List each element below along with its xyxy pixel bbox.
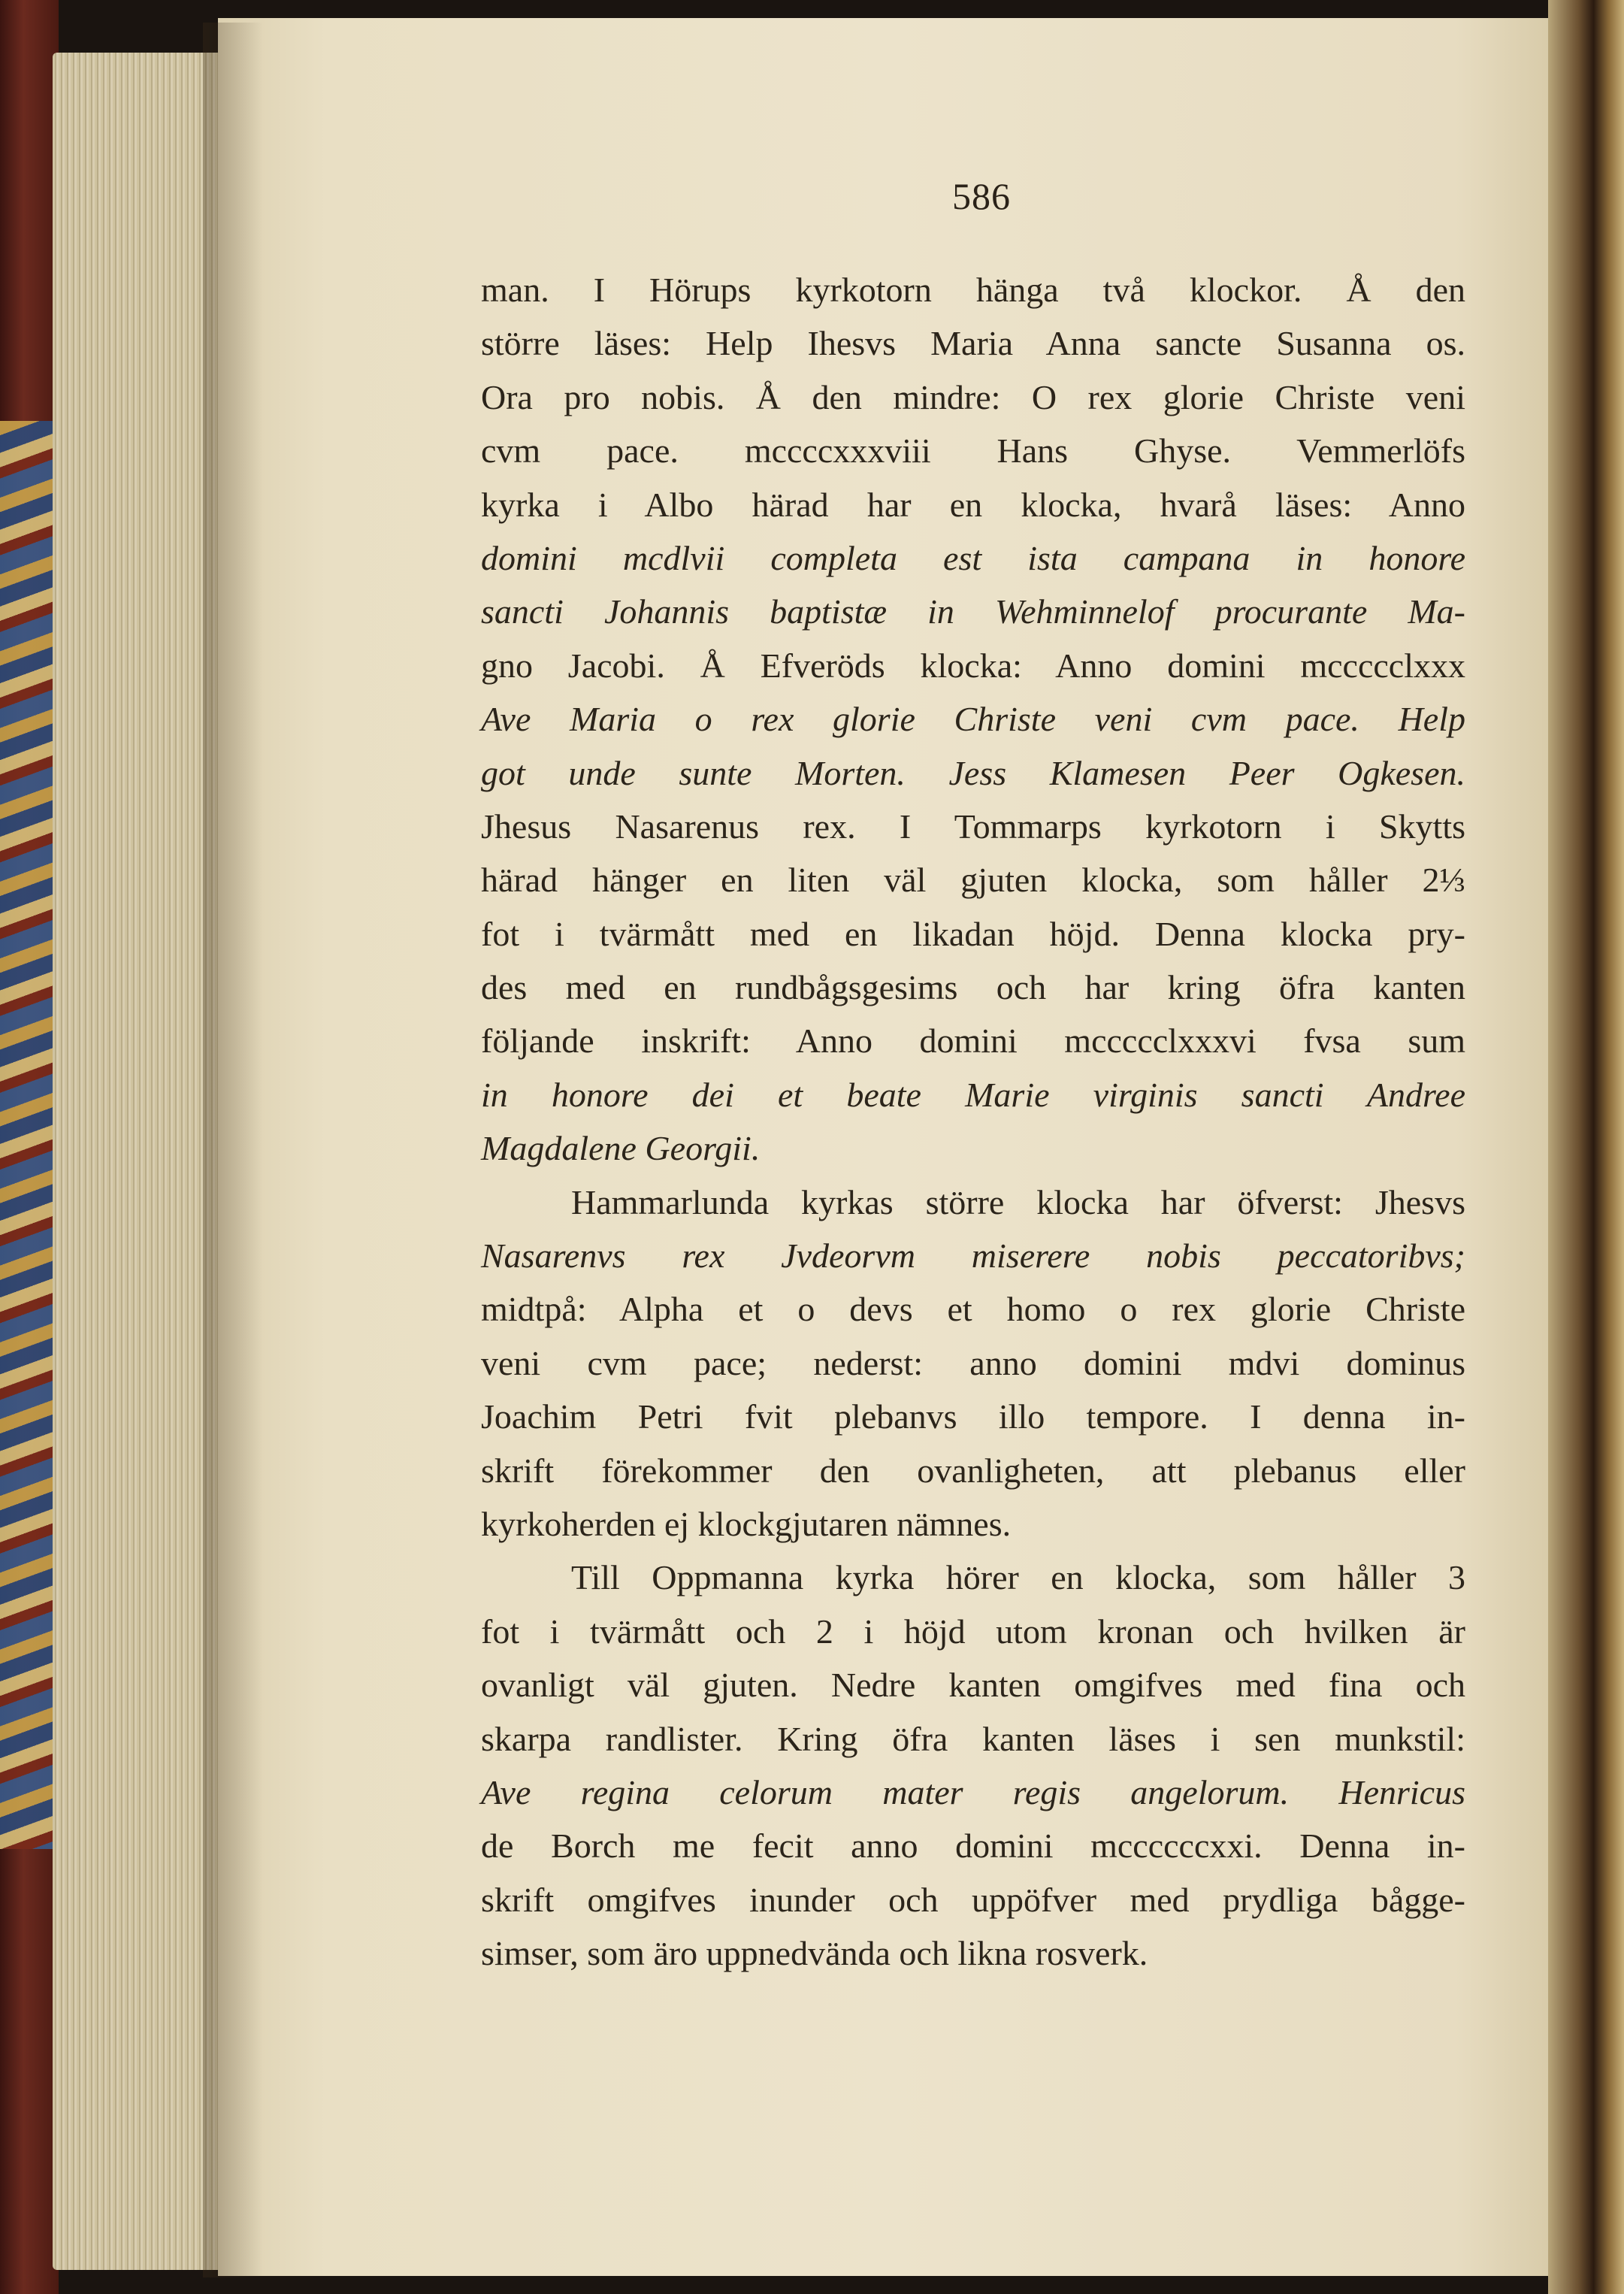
text-line: större läses: Help Ihesvs Maria Anna sancte Susanna os.	[481, 324, 1465, 363]
text-line: fot i tvärmått och 2 i höjd utom kronan och hvilken är	[481, 1612, 1465, 1651]
marbled-endpaper	[0, 421, 53, 1849]
page-edges	[53, 53, 225, 2270]
text-line: fot i tvärmått med en likadan höjd. Denna klocka pry-	[481, 914, 1465, 953]
text-line: gno Jacobi. Å Efveröds klocka: Anno domini mccccclxxx	[481, 646, 1465, 685]
body-text	[481, 263, 1465, 1981]
text-line: härad hänger en liten väl gjuten klocka, som håller 2⅓	[481, 861, 1465, 900]
text-line: sancti Johannis baptistæ in Wehminnelof procurante Ma-	[481, 592, 1465, 631]
text-line: Ora pro nobis. Å den mindre: O rex glorie Christe veni	[481, 377, 1465, 416]
text-line: in honore dei et beate Marie virginis sancti Andree	[481, 1075, 1465, 1114]
text-line: Nasarenvs rex Jvdeorvm miserere nobis peccatoribvs;	[481, 1236, 1465, 1276]
text-line: Joachim Petri fvit plebanvs illo tempore. I denna in-	[481, 1397, 1465, 1436]
page-shadow	[203, 23, 263, 2277]
text-line: följande inskrift: Anno domini mccccclxxxvi fvsa sum	[481, 1021, 1465, 1061]
text-line: domini mcdlvii completa est ista campana in honore	[481, 538, 1465, 577]
text-line: got unde sunte Morten. Jess Klamesen Peer Ogkesen.	[481, 753, 1465, 792]
text-line: skrift omgifves inunder och uppöfver med prydliga bågge-	[481, 1880, 1465, 1919]
text-line: man. I Hörups kyrkotorn hänga två klockor. Å den	[481, 271, 1465, 309]
text-line: skrift förekommer den ovanligheten, att plebanus eller	[481, 1451, 1465, 1490]
text-line: Till Oppmanna kyrka hörer en klocka, som håller 3	[571, 1558, 1465, 1597]
text-line: Ave regina celorum mater regis angelorum. Henricus	[481, 1772, 1465, 1811]
text-line: Hammarlunda kyrkas större klocka har öfverst: Jhesvs	[571, 1182, 1465, 1221]
book-gutter	[1548, 0, 1624, 2294]
text-line: veni cvm pace; nederst: anno domini mdvi dominus	[481, 1343, 1465, 1382]
text-line: Jhesus Nasarenus rex. I Tommarps kyrkotorn i Skytts	[481, 807, 1465, 846]
text-line: ovanligt väl gjuten. Nedre kanten omgifves med fina och	[481, 1666, 1465, 1705]
text-line: Magdalene Georgii.	[481, 1129, 761, 1168]
text-line: kyrkoherden ej klockgjutaren nämnes.	[481, 1504, 1012, 1543]
text-line: midtpå: Alpha et o devs et homo o rex glorie Christe	[481, 1290, 1465, 1329]
text-line: cvm pace. mccccxxxviii Hans Ghyse. Vemmerlöfs	[481, 431, 1465, 471]
text-line: des med en rundbågsgesims och har kring öfra kanten	[481, 968, 1465, 1007]
text-line: de Borch me fecit anno domini mccccccxxi. Denna in-	[481, 1826, 1465, 1866]
text-line: simser, som äro uppnedvända och likna rosverk.	[481, 1934, 1148, 1973]
text-line: Ave Maria o rex glorie Christe veni cvm pace. Help	[481, 700, 1465, 739]
page-number: 586	[952, 175, 1011, 217]
text-line: skarpa randlister. Kring öfra kanten läses i sen munkstil:	[481, 1719, 1465, 1758]
text-line: kyrka i Albo härad har en klocka, hvarå läses: Anno	[481, 485, 1465, 524]
